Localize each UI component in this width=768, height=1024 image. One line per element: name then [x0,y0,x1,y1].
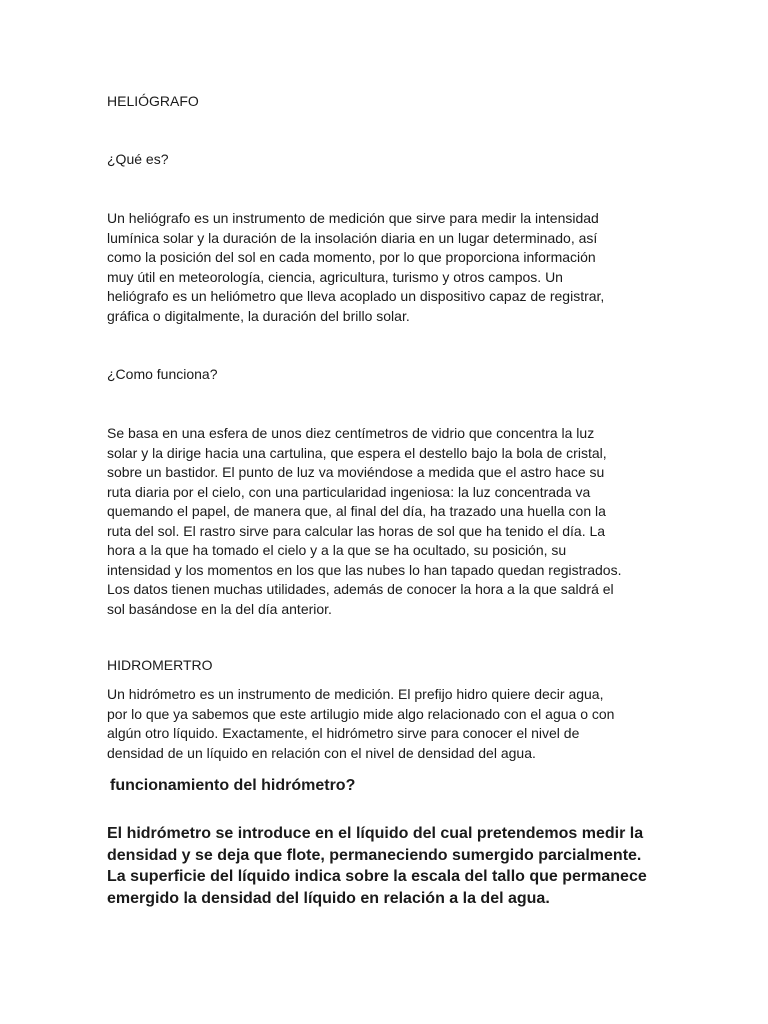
hidrometro-function-paragraph: El hidrómetro se introduce en el líquido del cual pretendemos medir la densidad y se deja que flote, permaneciendo sumergido parcialmente. La superficie del líquido indica sobre la escala del tallo que permanece emergido la densidad del líquido en relación a la del agua. [107,825,647,907]
heliografo-title: HELIÓGRAFO [107,93,199,109]
hidrometro-title: HIDROMERTRO [107,657,213,673]
funcionamiento-heading: funcionamiento del hidrómetro? [110,777,356,794]
como-funciona-question: ¿Como funciona? [107,366,218,382]
heliografo-definition-paragraph: Un heliógrafo es un instrumento de medición que sirve para medir la intensidad lumínica solar y la duración de la insolación diaria en un lugar determinado, así como la posición del sol en cada momento, por lo que proporciona información muy útil en meteorología, ciencia, agricultura, turismo y otros campos. Un heliógrafo es un heliómetro que lleva acoplado un dispositivo capaz de registrar, gráfica o digitalmente, la duración del brillo solar. [107,210,605,324]
heliografo-function-paragraph: Se basa en una esfera de unos diez centímetros de vidrio que concentra la luz solar y la dirige hacia una cartulina, que espera el destello bajo la bola de cristal, sobre un bastidor. El punto de luz va moviéndose a medida que el astro hace su ruta diaria por el cielo, con una particularidad ingeniosa: la luz concentrada va quemando el papel, de manera que, al final del día, ha trazado una huella con la ruta del sol. El rastro sirve para calcular las horas de sol que ha tenido el día. La hora a la que ha tomado el cielo y a la que se ha ocultado, su posición, su intensidad y los momentos en los que las nubes lo han tapado quedan registrados. Los datos tienen muchas utilidades, además de conocer la hora a la que saldrá el sol basándose en la del día anterior. [107,425,622,617]
hidrometro-definition-paragraph: Un hidrómetro es un instrumento de medición. El prefijo hidro quiere decir agua, por lo que ya sabemos que este artilugio mide algo relacionado con el agua o con algún otro líquido. Exactamente, el hidrómetro sirve para conocer el nivel de densidad de un líquido en relación con el nivel de densidad del agua. [107,686,615,761]
que-es-question: ¿Qué es? [107,151,169,167]
